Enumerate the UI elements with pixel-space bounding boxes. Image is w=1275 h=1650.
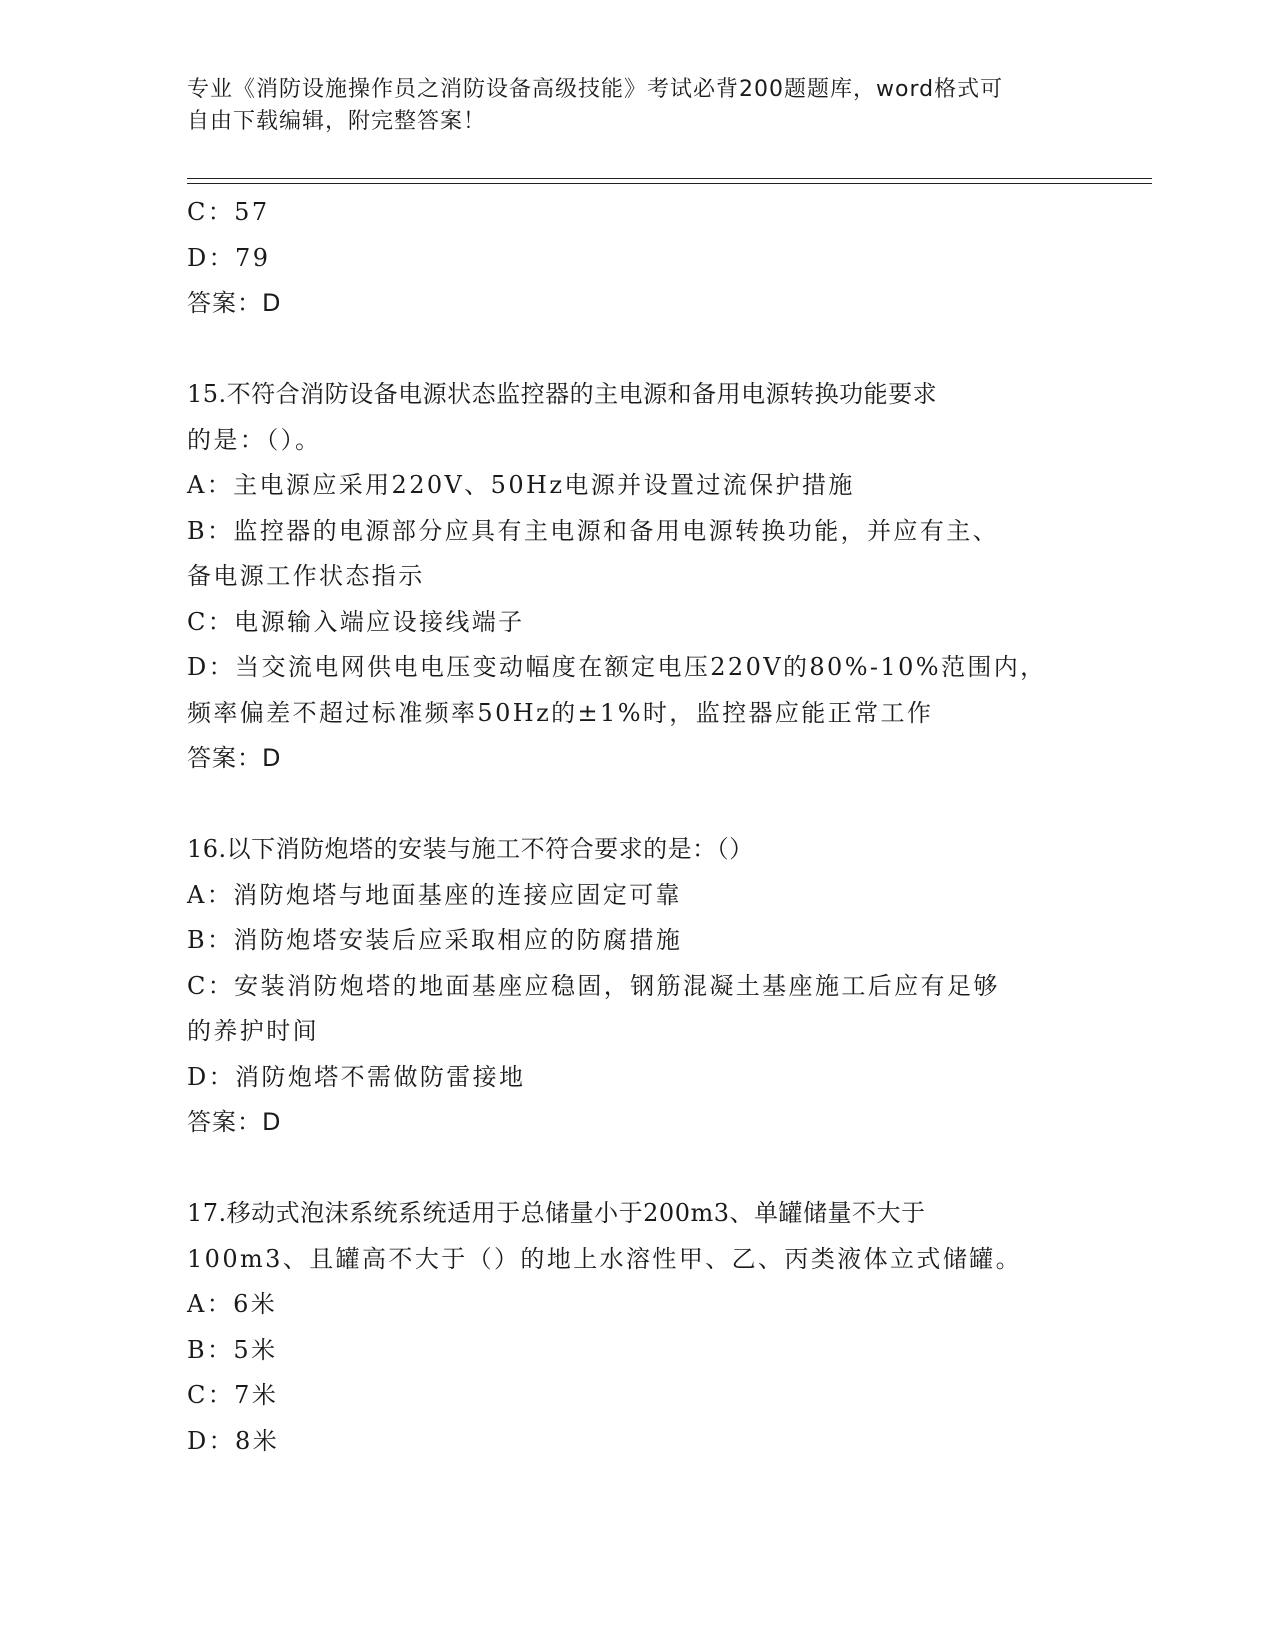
header-divider-top	[187, 178, 1152, 179]
page-header	[187, 74, 1067, 138]
question-14	[187, 190, 1087, 327]
q16-option-b: B：消防炮塔安装后应采取相应的防腐措施	[187, 926, 683, 954]
q15-option-c: C：电源输入端应设接线端子	[187, 607, 525, 636]
question-17	[187, 1191, 1087, 1464]
q17-option-d: D：8米	[187, 1426, 280, 1455]
question-16	[187, 827, 1087, 1146]
question-15	[187, 372, 1087, 782]
q15-option-d-line-2: 频率偏差不超过标准频率50Hz的±1%时，监控器应能正常工作	[187, 698, 934, 727]
q16-option-a: A：消防炮塔与地面基座的连接应固定可靠	[187, 880, 682, 909]
q15-stem-line-1: 15.不符合消防设备电源状态监控器的主电源和备用电源转换功能要求	[187, 380, 938, 408]
spacer	[187, 327, 1087, 373]
q16-option-c-line-1: C：安装消防炮塔的地面基座应稳固，钢筋混凝土基座施工后应有足够	[187, 971, 1000, 1000]
q17-stem-line-1: 17.移动式泡沫系统系统适用于总储量小于200m3、单罐储量不大于	[187, 1199, 926, 1227]
q15-option-b-line-2: 备电源工作状态指示	[187, 562, 425, 590]
spacer	[187, 1146, 1087, 1192]
q17-stem-line-2: 100m3、且罐高不大于（）的地上水溶性甲、乙、丙类液体立式储罐。	[187, 1244, 1023, 1273]
q15-stem-line-2: 的是：（）。	[187, 425, 322, 454]
header-line-1: 专业《消防设施操作员之消防设备高级技能》考试必背200题题库，word格式可	[187, 77, 1004, 102]
q17-option-a: A：6米	[187, 1290, 278, 1318]
document-body	[187, 190, 1087, 1464]
q16-option-d: D：消防炮塔不需做防雷接地	[187, 1062, 526, 1091]
q16-option-c-line-2: 的养护时间	[187, 1017, 319, 1045]
q15-option-a: A：主电源应采用220V、50Hz电源并设置过流保护措施	[187, 471, 855, 499]
q16-answer: 答案：D	[187, 1108, 282, 1136]
spacer	[187, 782, 1087, 828]
q17-option-c: C：7米	[187, 1381, 279, 1409]
q14-answer: 答案：D	[187, 289, 282, 317]
q14-option-d: D：79	[187, 243, 271, 272]
q15-answer: 答案：D	[187, 744, 282, 772]
q15-option-d-line-1: D：当交流电网供电电压变动幅度在额定电压220V的80%-10%范围内，	[187, 653, 1047, 681]
header-divider-bottom	[187, 183, 1152, 184]
q17-option-b: B：5米	[187, 1335, 278, 1364]
q16-stem: 16.以下消防炮塔的安装与施工不符合要求的是：（）	[187, 835, 754, 863]
header-line-2: 自由下载编辑，附完整答案！	[187, 109, 487, 134]
q14-option-c: C：57	[187, 198, 270, 226]
q15-option-b-line-1: B：监控器的电源部分应具有主电源和备用电源转换功能，并应有主、	[187, 516, 1000, 545]
